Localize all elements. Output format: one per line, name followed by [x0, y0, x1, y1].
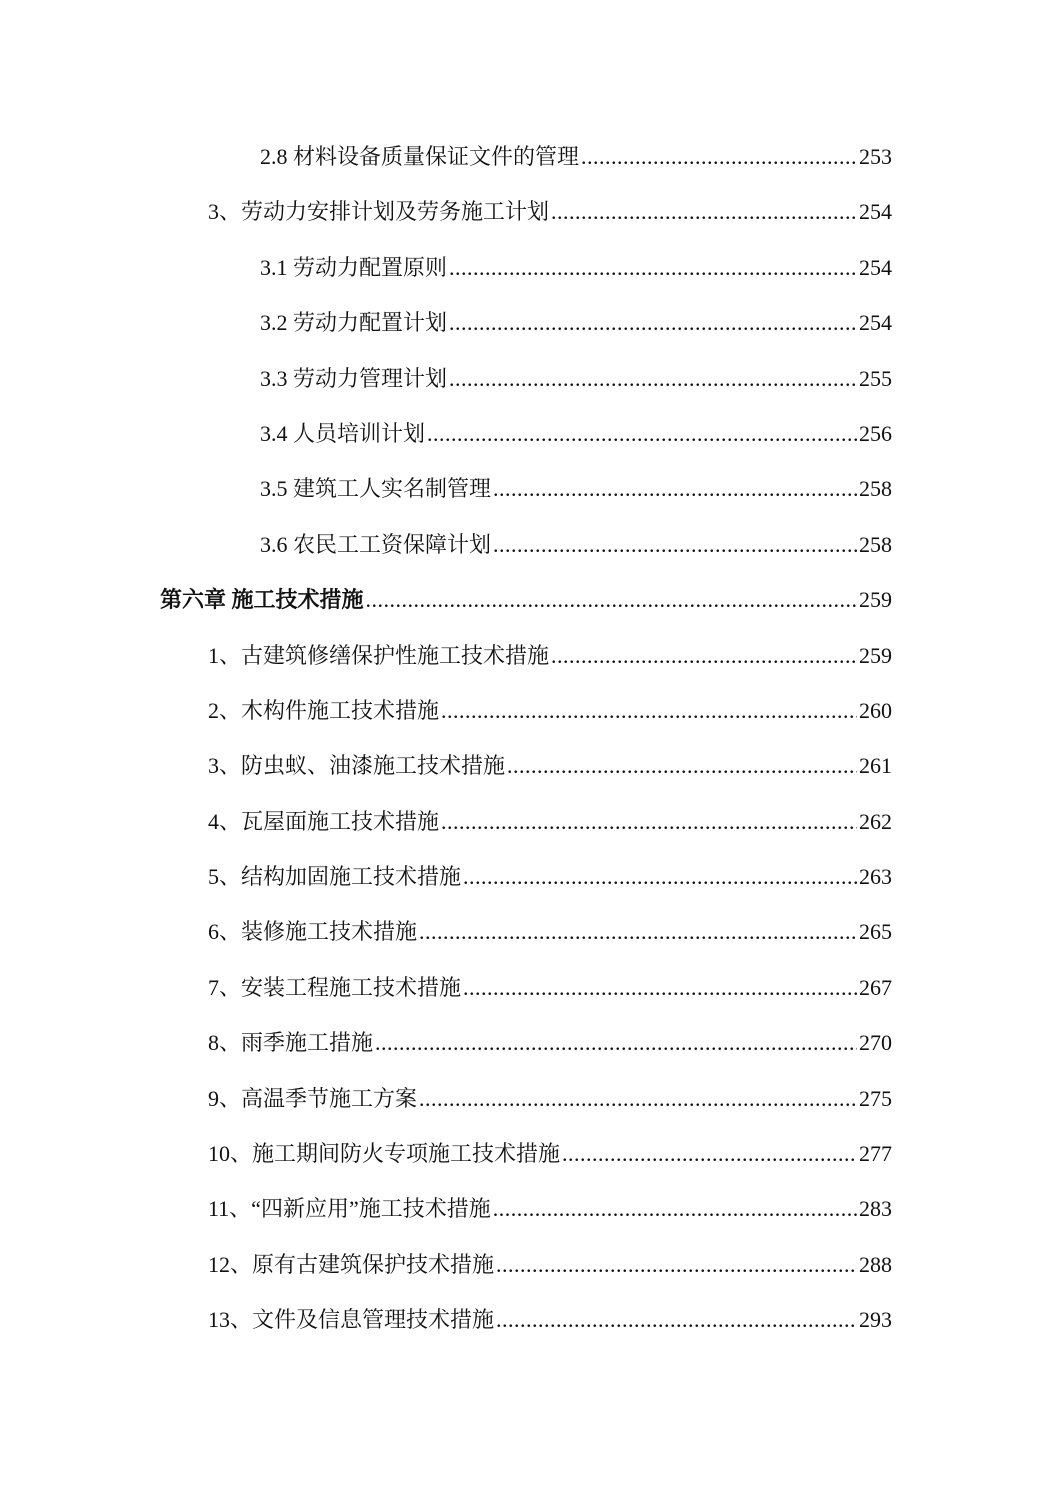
dot-leader: [463, 972, 857, 1004]
toc-entry[interactable]: [0, 806, 1057, 861]
dot-leader: [419, 1083, 857, 1115]
toc-entry[interactable]: [0, 695, 1057, 750]
dot-leader: [375, 1027, 857, 1059]
toc-entry-title: 2、木构件施工技术措施: [208, 697, 440, 723]
dot-leader: [366, 584, 857, 616]
toc-entry-page-number: 288: [859, 1251, 892, 1277]
toc-entry-page-number: 253: [859, 144, 892, 169]
dot-leader: [551, 640, 857, 672]
toc-entry[interactable]: [0, 640, 1057, 695]
toc-entry[interactable]: [0, 363, 1057, 418]
toc-entry-page-number: 262: [859, 808, 892, 834]
toc-entry-page-number: 259: [859, 642, 892, 668]
toc-entry[interactable]: [0, 252, 1057, 307]
toc-entry-page-number: 256: [859, 420, 892, 446]
toc-entry-title: 3、劳动力安排计划及劳务施工计划: [208, 199, 550, 225]
toc-entry-title: 7、安装工程施工技术措施: [208, 974, 462, 1000]
dot-leader: [449, 252, 857, 284]
toc-entry-page-number: 283: [859, 1196, 892, 1222]
dot-leader: [507, 750, 857, 782]
dot-leader: [449, 363, 857, 395]
dot-leader: [441, 695, 857, 727]
toc-entry[interactable]: [0, 1027, 1057, 1082]
toc-entry-page-number: 277: [859, 1141, 892, 1167]
toc-entry[interactable]: [0, 972, 1057, 1027]
toc-entry-page-number: 255: [859, 365, 892, 391]
toc-entry-title: 4、瓦屋面施工技术措施: [208, 808, 440, 834]
toc-entry[interactable]: [0, 196, 1057, 251]
toc-entry-title: 10、施工期间防火专项施工技术措施: [208, 1141, 561, 1167]
toc-entry-title: 3.2 劳动力配置计划: [260, 310, 448, 336]
toc-entry-title: 3.1 劳动力配置原则: [260, 254, 448, 280]
table-of-contents: [0, 141, 1057, 1360]
dot-leader: [496, 1249, 857, 1281]
toc-entry[interactable]: [0, 529, 1057, 584]
toc-entry[interactable]: [0, 750, 1057, 805]
toc-entry[interactable]: [0, 1249, 1057, 1304]
toc-entry-title: 3.3 劳动力管理计划: [260, 365, 448, 391]
dot-leader: [581, 141, 857, 173]
toc-entry[interactable]: [0, 916, 1057, 971]
toc-entry-page-number: 265: [859, 919, 892, 945]
toc-entry-title: 3.5 建筑工人实名制管理: [260, 476, 492, 502]
toc-entry-page-number: 260: [859, 697, 892, 723]
toc-entry-title: 3.6 农民工工资保障计划: [260, 531, 492, 557]
toc-entry-page-number: 254: [859, 310, 892, 336]
dot-leader: [551, 196, 857, 228]
dot-leader: [496, 1304, 857, 1336]
toc-entry[interactable]: [0, 1083, 1057, 1138]
toc-entry-page-number: 263: [859, 864, 892, 890]
toc-entry-page-number: 258: [859, 531, 892, 557]
toc-entry-page-number: 259: [859, 587, 892, 613]
toc-entry-title: 9、高温季节施工方案: [208, 1085, 418, 1111]
dot-leader: [493, 1193, 857, 1225]
toc-entry-title: 3、防虫蚁、油漆施工技术措施: [208, 753, 506, 779]
toc-entry-title: 13、文件及信息管理技术措施: [208, 1307, 495, 1333]
toc-entry-page-number: 275: [859, 1085, 892, 1111]
dot-leader: [463, 861, 857, 893]
toc-entry-page-number: 254: [859, 199, 892, 225]
toc-entry-page-number: 270: [859, 1030, 892, 1056]
dot-leader: [449, 307, 857, 339]
dot-leader: [493, 529, 857, 561]
toc-entry-title: 第六章 施工技术措施: [160, 587, 364, 613]
toc-entry[interactable]: [0, 418, 1057, 473]
toc-entry-title: 1、古建筑修缮保护性施工技术措施: [208, 642, 550, 668]
toc-entry-page-number: 293: [859, 1307, 892, 1333]
toc-entry[interactable]: [0, 861, 1057, 916]
toc-entry-page-number: 261: [859, 753, 892, 779]
dot-leader: [427, 418, 857, 450]
toc-entry[interactable]: [0, 1193, 1057, 1248]
dot-leader: [493, 473, 857, 505]
toc-chapter-entry[interactable]: [0, 584, 1057, 639]
toc-entry-title: 5、结构加固施工技术措施: [208, 864, 462, 890]
toc-entry-page-number: 254: [859, 254, 892, 280]
toc-entry-title: 2.8 材料设备质量保证文件的管理: [260, 144, 580, 169]
toc-entry-title: 6、装修施工技术措施: [208, 919, 418, 945]
toc-entry-title: 11、“四新应用”施工技术措施: [208, 1196, 491, 1222]
toc-entry[interactable]: [0, 307, 1057, 362]
toc-entry[interactable]: [0, 1304, 1057, 1359]
toc-entry[interactable]: [0, 473, 1057, 528]
toc-entry[interactable]: [0, 1138, 1057, 1193]
toc-entry-title: 12、原有古建筑保护技术措施: [208, 1251, 495, 1277]
toc-entry-page-number: 267: [859, 974, 892, 1000]
toc-entry-page-number: 258: [859, 476, 892, 502]
toc-entry[interactable]: [0, 141, 1057, 196]
dot-leader: [441, 806, 857, 838]
toc-entry-title: 8、雨季施工措施: [208, 1030, 374, 1056]
toc-entry-title: 3.4 人员培训计划: [260, 420, 426, 446]
dot-leader: [562, 1138, 857, 1170]
dot-leader: [419, 916, 857, 948]
